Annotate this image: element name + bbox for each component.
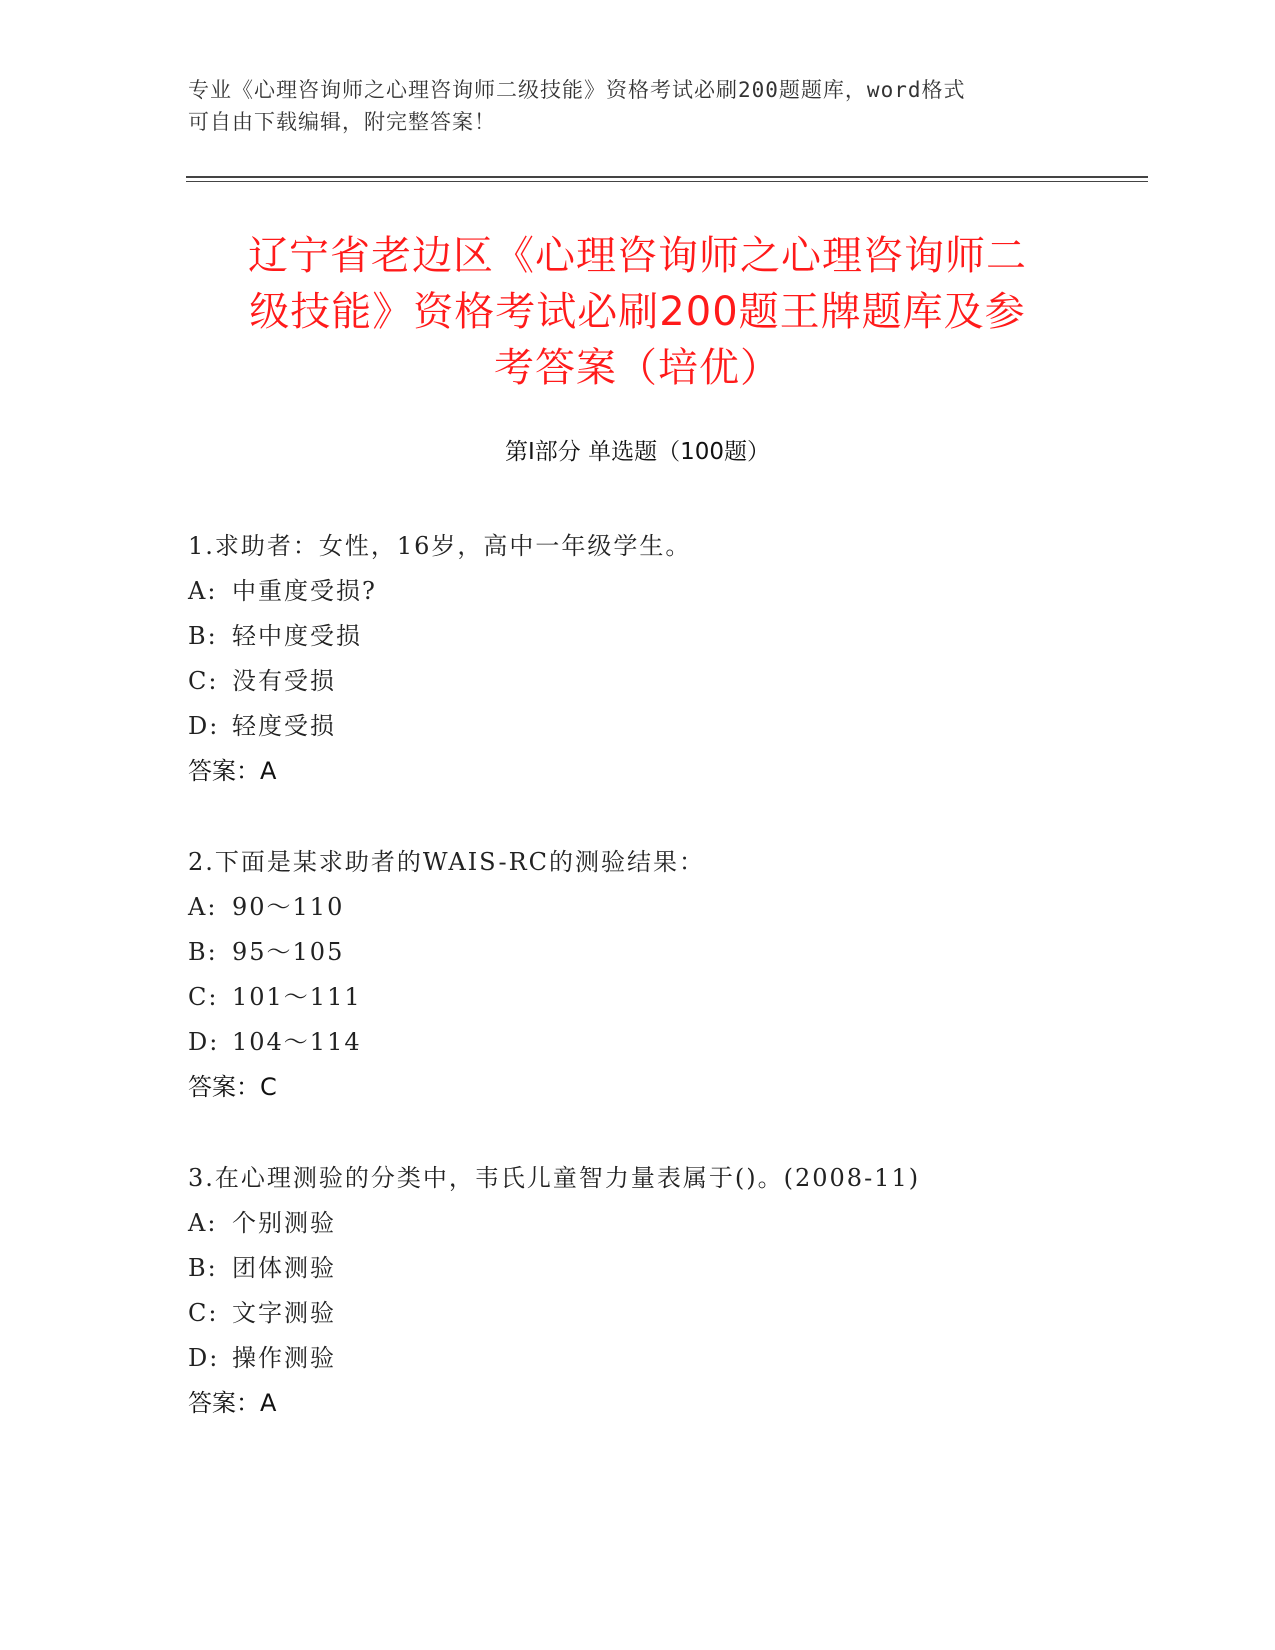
option-key: A: (188, 1209, 218, 1237)
option-a (188, 885, 1108, 930)
option-text: 104～114 (232, 1028, 362, 1056)
question-stem: 1.求助者：女性，16岁，高中一年级学生。 (188, 532, 692, 560)
header-note-line-2: 可自由下载编辑，附完整答案！ (188, 110, 496, 134)
option-c (188, 659, 1108, 704)
question-1 (188, 524, 1108, 794)
document-title-line-2: 级技能》资格考试必刷200题王牌题库及参 (249, 289, 1026, 335)
section-title: 第Ⅰ部分 单选题（100题） (505, 439, 770, 465)
option-key: B: (188, 938, 218, 966)
option-c (188, 1291, 1108, 1336)
answer: 答案：A (188, 1389, 277, 1417)
header-note (188, 74, 1068, 138)
option-text: 轻度受损 (232, 712, 336, 740)
question-3 (188, 1156, 1108, 1426)
option-key: B: (188, 1254, 218, 1282)
question-list (188, 524, 1108, 1472)
question-stem: 2.下面是某求助者的WAIS-RC的测验结果： (188, 848, 706, 876)
header-divider-thin (186, 181, 1148, 182)
question-2 (188, 840, 1108, 1110)
document-title-line-3: 考答案（培优） (494, 345, 781, 391)
option-key: C: (188, 983, 219, 1011)
option-a (188, 569, 1108, 614)
option-key: A: (188, 577, 218, 605)
document-title-line-1: 辽宁省老边区《心理咨询师之心理咨询师二 (248, 233, 1027, 279)
option-text: 个别测验 (232, 1209, 336, 1237)
option-c (188, 975, 1108, 1020)
option-key: D: (188, 712, 220, 740)
option-text: 101～111 (232, 983, 362, 1011)
option-text: 轻中度受损 (232, 622, 362, 650)
option-text: 文字测验 (232, 1299, 336, 1327)
option-d (188, 1336, 1108, 1381)
option-text: 95～105 (232, 938, 345, 966)
option-key: A: (188, 893, 218, 921)
answer: 答案：A (188, 757, 277, 785)
option-b (188, 930, 1108, 975)
option-text: 没有受损 (232, 667, 336, 695)
option-d (188, 1020, 1108, 1065)
option-text: 操作测验 (232, 1344, 336, 1372)
option-key: C: (188, 667, 219, 695)
option-text: 团体测验 (232, 1254, 336, 1282)
option-key: D: (188, 1344, 220, 1372)
option-key: C: (188, 1299, 219, 1327)
option-a (188, 1201, 1108, 1246)
option-text: 中重度受损? (232, 577, 377, 605)
option-key: D: (188, 1028, 220, 1056)
option-b (188, 1246, 1108, 1291)
header-divider (186, 176, 1148, 178)
answer: 答案：C (188, 1073, 277, 1101)
option-text: 90～110 (232, 893, 345, 921)
document-title (190, 228, 1085, 396)
option-b (188, 614, 1108, 659)
question-stem: 3.在心理测验的分类中，韦氏儿童智力量表属于()。(2008-11) (188, 1164, 921, 1192)
option-d (188, 704, 1108, 749)
option-key: B: (188, 622, 218, 650)
header-note-line-1: 专业《心理咨询师之心理咨询师二级技能》资格考试必刷200题题库，word格式 (188, 78, 966, 102)
